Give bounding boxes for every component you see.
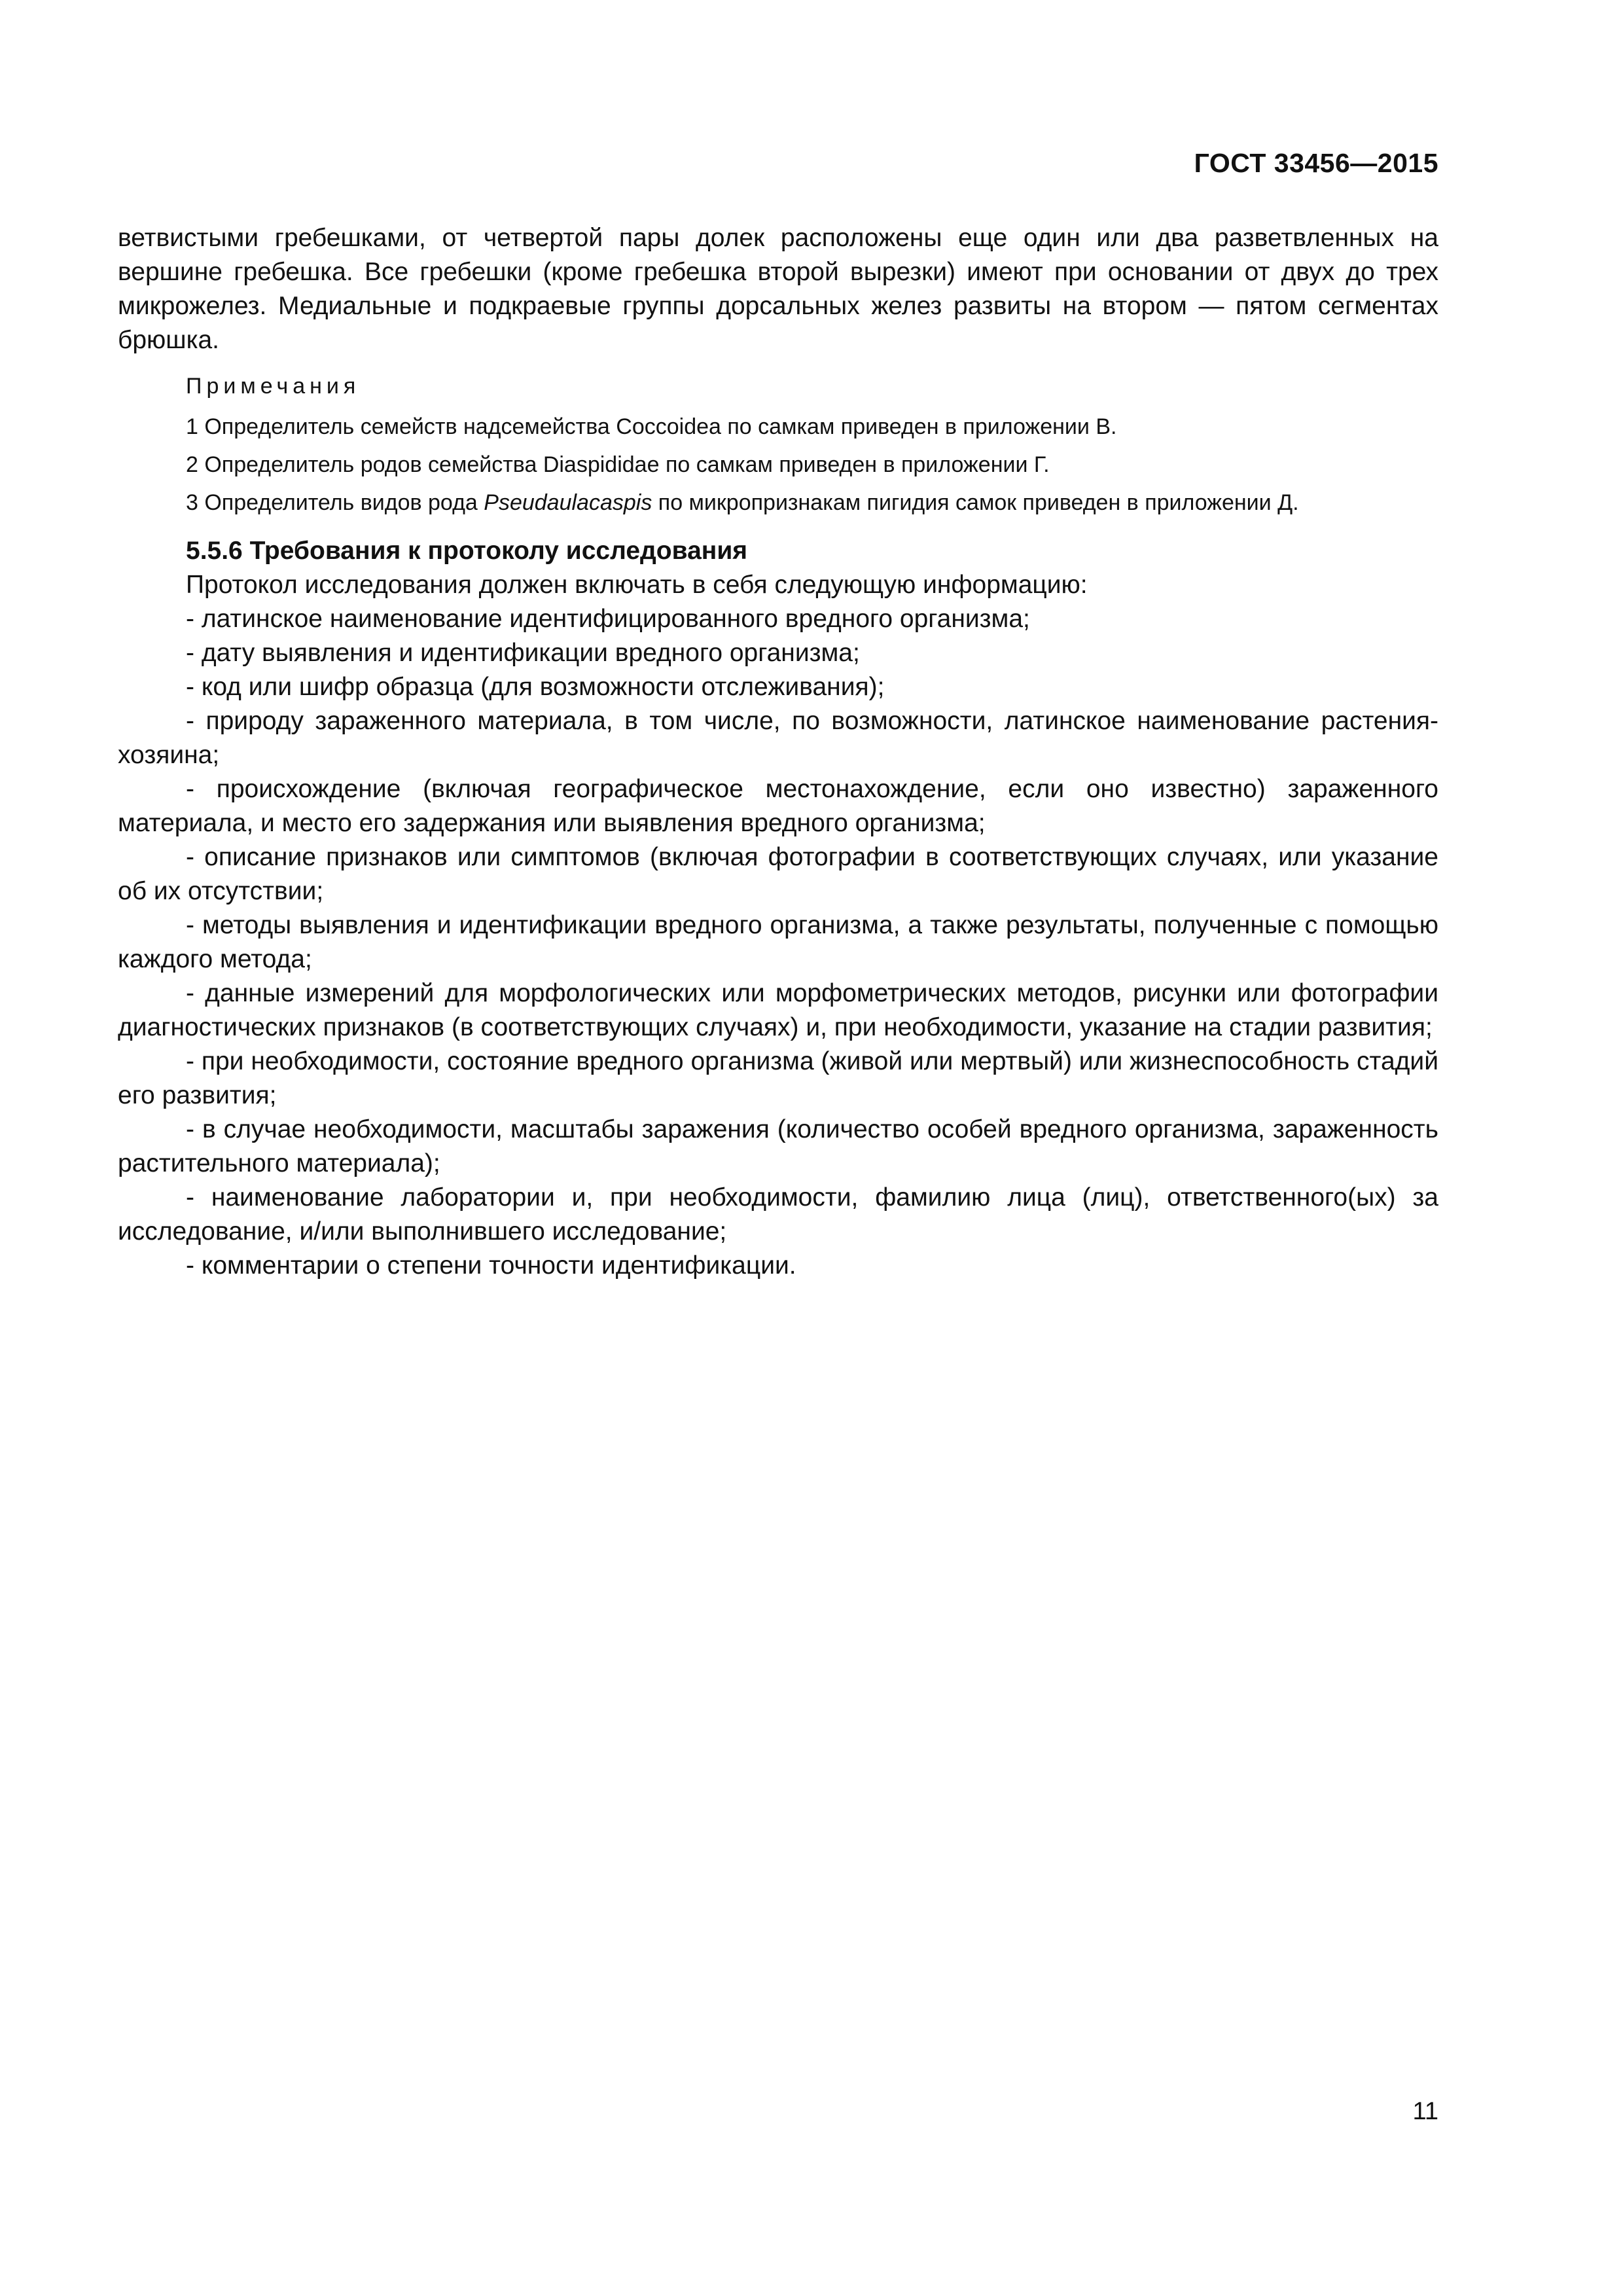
- list-item: - наименование лаборатории и, при необходимости, фамилию лица (лиц), ответственного(ых) за исследование, и/или выполнившего исследование;: [118, 1183, 1438, 1246]
- note-3-genus: Pseudaulacaspis: [484, 490, 652, 515]
- notes-block: [118, 373, 1438, 516]
- note-3-suffix: по микропризнакам пигидия самок приведен в приложении Д.: [652, 490, 1299, 515]
- requirements-list: [118, 602, 1438, 1283]
- list-item: - латинское наименование идентифицированного вредного организма;: [186, 605, 1030, 633]
- note-3-prefix: 3 Определитель видов рода: [186, 490, 484, 515]
- list-item: - происхождение (включая географическое местонахождение, если оно известно) зараженного материала, и место его задержания или выявления вредного организма;: [118, 775, 1438, 837]
- notes-title: Примечания: [186, 374, 361, 399]
- list-item: - комментарии о степени точности идентификации.: [186, 1251, 796, 1280]
- list-item: - природу зараженного материала, в том числе, по возможности, латинское наименование растения-хозяина;: [118, 707, 1438, 769]
- note-1: 1 Определитель семейств надсемейства Coccoidea по самкам приведен в приложении В.: [186, 414, 1117, 439]
- list-item: - дату выявления и идентификации вредного организма;: [186, 639, 860, 667]
- continuation-paragraph: ветвистыми гребешками, от четвертой пары долек расположены еще один или два разветвленных на вершине гребешка. Все гребешки (кроме гребешка второй вырезки) имеют при основании от двух до трех микрожелез. Медиальные и подкраевые группы дорсальных желез развиты на втором — пятом сегментах брюшка.: [118, 224, 1438, 354]
- list-item: - код или шифр образца (для возможности отслеживания);: [186, 673, 885, 701]
- list-item: - при необходимости, состояние вредного организма (живой или мертвый) или жизнеспособность стадий его развития;: [118, 1047, 1438, 1109]
- note-2: 2 Определитель родов семейства Diaspididae по самкам приведен в приложении Г.: [186, 452, 1050, 477]
- section-title: 5.5.6 Требования к протоколу исследования: [186, 537, 748, 565]
- standard-code: ГОСТ 33456—2015: [1194, 148, 1438, 178]
- page-number: 11: [1412, 2098, 1438, 2125]
- note-3: [186, 490, 1438, 516]
- list-item: - в случае необходимости, масштабы заражения (количество особей вредного организма, зараженность растительного материала);: [118, 1115, 1438, 1177]
- document-body: [118, 221, 1438, 1283]
- list-item: - описание признаков или симптомов (включая фотографии в соответствующих случаях, или указание об их отсутствии;: [118, 843, 1438, 905]
- list-item: - методы выявления и идентификации вредного организма, а также результаты, полученные с помощью каждого метода;: [118, 911, 1438, 973]
- list-item: - данные измерений для морфологических или морфометрических методов, рисунки или фотографии диагностических признаков (в соответствующих случаях) и, при необходимости, указание на стадии развития;: [118, 979, 1438, 1041]
- section-intro: Протокол исследования должен включать в себя следующую информацию:: [186, 571, 1088, 599]
